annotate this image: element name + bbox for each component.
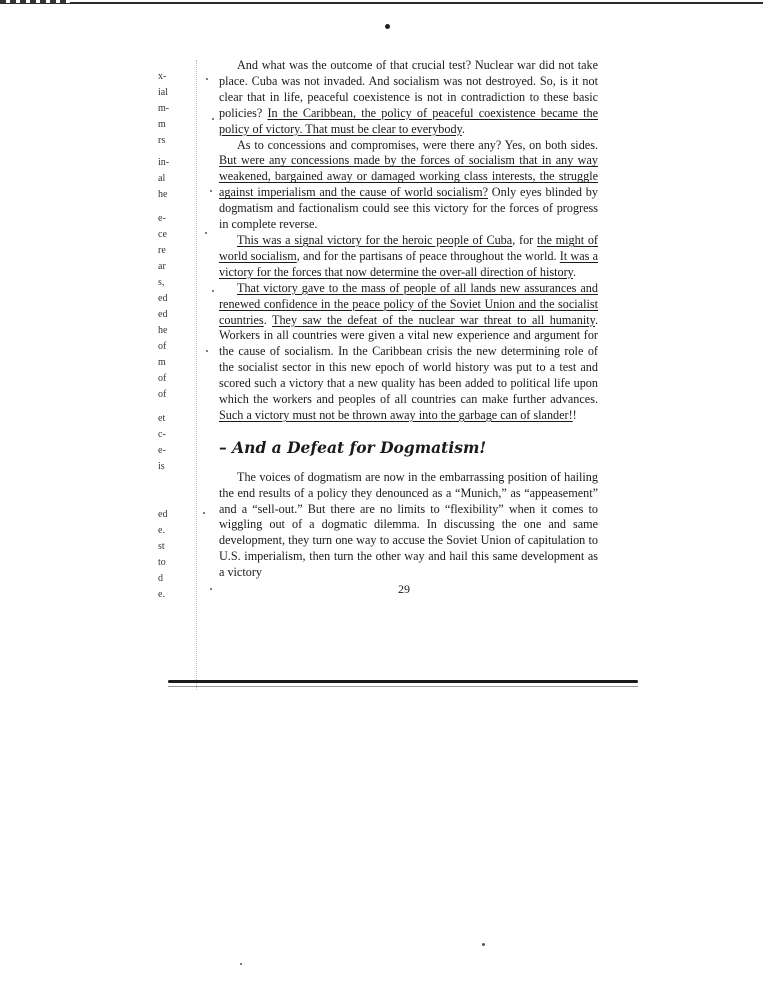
text-run: , and for the partisans of peace throughout the world. [296, 248, 560, 263]
bottom-rule [168, 680, 638, 683]
gutter-fragment: ar [158, 261, 166, 272]
text-run: , for [512, 232, 537, 247]
paragraph [219, 138, 598, 233]
gutter-fragment: et [158, 413, 166, 424]
underlined-passage: In the Caribbean, the policy of peaceful coexistence became the policy of victory. That must be clear to everybody [219, 105, 598, 136]
underlined-passage: It was a victory for the forces that now determine the over-all direction of history [219, 248, 598, 279]
text-run: As to concessions and compromises, were there any? Yes, on both sides. [237, 137, 598, 152]
gutter-fragment: is [158, 461, 165, 472]
gutter-fragment: in- [158, 157, 170, 168]
gutter-fragment: of [158, 341, 167, 352]
paragraph [219, 281, 598, 424]
gutter-fragment: m- [158, 103, 170, 114]
gutter-fragment: e. [158, 589, 165, 600]
section-heading: – And a Defeat for Dogmatism! [219, 437, 487, 457]
top-dashed-edge [0, 0, 70, 3]
underlined-passage: the might of world socialism [219, 232, 598, 263]
gutter-fragment: re [158, 245, 166, 256]
text-run: ! [572, 407, 577, 422]
page-number: 29 [398, 582, 410, 596]
underlined-passage: This was a signal victory for the heroic people of Cuba [237, 232, 513, 247]
gutter-fragment: m [158, 119, 166, 130]
text-run: . [461, 121, 465, 136]
underlined-passage: Such a victory must not be thrown away into the garbage can of slander! [219, 407, 573, 422]
text-run: . Workers in all countries were given a vital new experience and argument for the cause of socialism. In the Caribbean crisis the new determining role of the socialist sector in this new epoch of world history was put to a test and scored such a victory that a new quality has been added to political life upon which the workers and peoples of all countries can make further advances. [219, 312, 598, 407]
text-run: Only eyes blinded by dogmatism and factionalism could see this victory for the forces of progress in complete reverse. [219, 185, 598, 232]
binding-gutter-line [196, 60, 207, 690]
top-scan-edge [0, 0, 763, 6]
text-run: . [572, 264, 577, 279]
gutter-fragment: m [158, 357, 166, 368]
page-body-text [219, 58, 598, 581]
underlined-passage: But were any concessions made by the forces of socialism that in any way weakened, bargained away or damaged working class interests, the struggle against imperialism and the cause of world socialism? [219, 153, 598, 200]
gutter-fragment: c- [158, 429, 166, 440]
underlined-passage: That victory gave to the mass of people of all lands new assurances and renewed confidence in the peace policy of the Soviet Union and the socialist countries [219, 280, 598, 327]
scan-speck [482, 943, 485, 946]
underlined-passage: They saw the defeat of the nuclear war threat to all humanity [272, 312, 595, 327]
paragraph: The voices of dogmatism are now in the embarrassing position of hailing the end results of a policy they denounced as a “Munich,” as “appeasement” and a “sell-out.” But there are no limits to “flexibility” when it comes to wiggling out of a dogmatic dilemma. In discussing the one and same development, they turn one way to accuse the Soviet Union of capitulation to U.S. imperialism, then turn the other way and hail this same development as a victory [219, 469, 598, 580]
paragraph [219, 233, 598, 281]
gutter-fragment: s, [158, 277, 165, 288]
gutter-fragment: he [158, 325, 168, 336]
gutter-fragment: ed [158, 509, 168, 520]
gutter-fragment: d [158, 573, 163, 584]
text-run: And what was the outcome of that crucial test? Nuclear war did not take place. Cuba was not invaded. And socialism was not destroyed. So, is it not clear that in life, peaceful coexistence is not in contradiction to these basic policies? [219, 58, 598, 120]
text-run: . [263, 312, 273, 327]
gutter-fragment: x- [158, 71, 167, 82]
gutter-fragment: of [158, 389, 167, 400]
paragraph [219, 58, 598, 138]
gutter-fragment: ed [158, 309, 168, 320]
gutter-fragment: of [158, 373, 167, 384]
gutter-fragment: ial [158, 87, 168, 98]
gutter-fragment: e- [158, 445, 166, 456]
bottom-rule-shadow [168, 686, 638, 687]
gutter-fragment: al [158, 173, 166, 184]
gutter-fragment: rs [158, 135, 166, 146]
scan-speck [240, 963, 242, 965]
gutter-fragment: ce [158, 229, 167, 240]
header-dot [385, 24, 390, 29]
gutter-fragment: e- [158, 213, 166, 224]
gutter-fragment: e. [158, 525, 165, 536]
gutter-fragment: he [158, 189, 168, 200]
gutter-fragment: st [158, 541, 165, 552]
gutter-fragment: to [158, 557, 166, 568]
gutter-fragment: ed [158, 293, 168, 304]
